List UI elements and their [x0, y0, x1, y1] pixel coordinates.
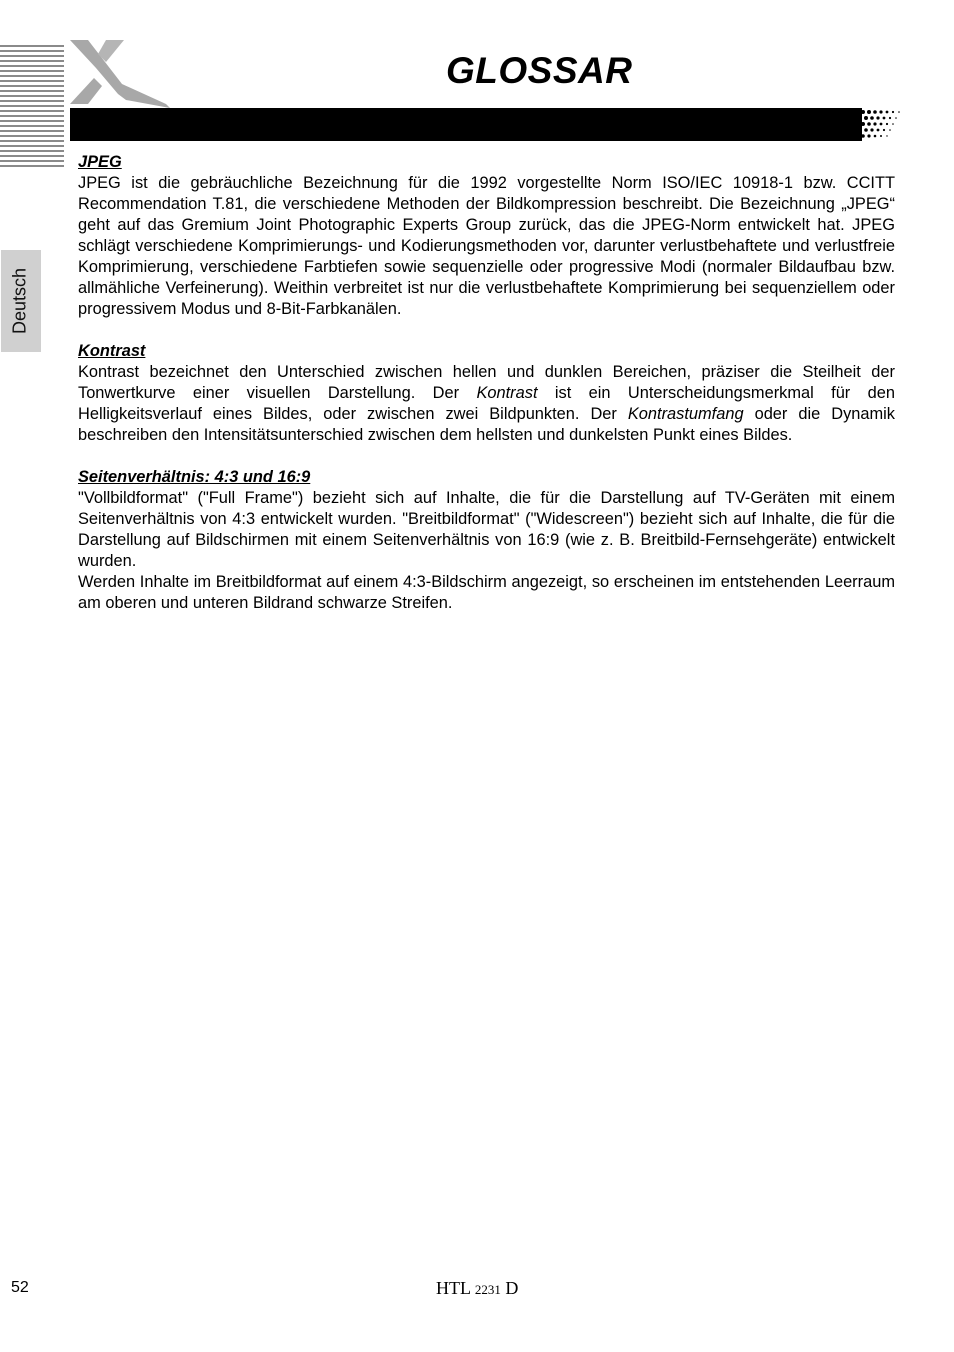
italic-term: Kontrast [476, 384, 538, 402]
section-text-jpeg: JPEG ist die gebräuchliche Bezeichnung für die 1992 vorgestellte Norm ISO/IEC 10918-1 bzw. CCITT Recommendation T.81, die verschiedene Methoden der Bildkompression beschreibt. Die Bezeichnung „JPEG“ geht auf das Gremium Joint Photographic Experts Group zurück, das die JPEG-Norm entwickelt hat. JPEG schlägt verschiedene Komprimierungs- und Kodierungsmethoden vor, darunter verlustbehaftete und verlustfreie Komprimierung, verschiedene Farbtiefen sowie sequenzielle oder progressive Modi (normaler Bildaufbau bzw. allmähliche Verfeinerung). Weithin verbreitet ist nur die verlustbehaftete Komprimierung bei sequenziellem oder progressivem Modus und 8-Bit-Farbkanälen. [78, 174, 895, 318]
page-number: 52 [11, 1279, 29, 1296]
decorative-stripes [0, 45, 64, 173]
section-heading-jpeg: JPEG [78, 153, 122, 171]
model-suffix: D [500, 1278, 519, 1298]
header-bar [70, 108, 862, 141]
language-tab-label: Deutsch [9, 267, 30, 335]
text-run: ist ein Unterscheidungsmerkmal für den Helligkeitsverlauf eines Bildes, oder zwischen zwei Bildpunkten. Der [78, 384, 895, 423]
italic-term: Kontrastumfang [627, 405, 744, 423]
page-title: GLOSSAR [446, 50, 633, 91]
model-prefix: HTL [436, 1278, 475, 1298]
text-run: Kontrast bezeichnet den Unterschied zwischen hellen und dunklen Bereichen, präziser die Steilheit der Tonwertkurve einer visuellen Darstellung. Der [78, 363, 895, 402]
halftone-dots-decoration [860, 108, 904, 141]
section-text-seitenverhaeltnis: "Vollbildformat" ("Full Frame") bezieht sich auf Inhalte, die für die Darstellung auf TV-Geräten mit einem Seitenverhältnis von 4:3 entwickelt wurden. "Breitbildformat" ("Widescreen") bezieht sich auf Inhalte, die für die Darstellung auf Bildschirmen mit einem Seitenverhältnis von 16:9 (wie z. B. Breitbild-Fernsehgeräte) entwickelt wurden. [78, 489, 895, 570]
glossary-content [78, 152, 895, 614]
text-run: oder die Dynamik beschreiben den Intensitätsunterschied zwischen dem hellsten und dunkelsten Punkt eines Bildes. [78, 405, 895, 444]
section-heading-kontrast: Kontrast [78, 342, 146, 360]
section-heading-seitenverhaeltnis: Seitenverhältnis: 4:3 und 16:9 [78, 468, 311, 486]
model-name [436, 1278, 518, 1299]
section-text-seitenverhaeltnis-2: Werden Inhalte im Breitbildformat auf einem 4:3-Bildschirm angezeigt, so erscheinen im entstehenden Leerraum am oberen und unteren Bildrand schwarze Streifen. [78, 573, 895, 612]
brand-x-logo [66, 38, 170, 110]
section-text-kontrast [78, 362, 895, 446]
model-number: 2231 [474, 1282, 501, 1297]
